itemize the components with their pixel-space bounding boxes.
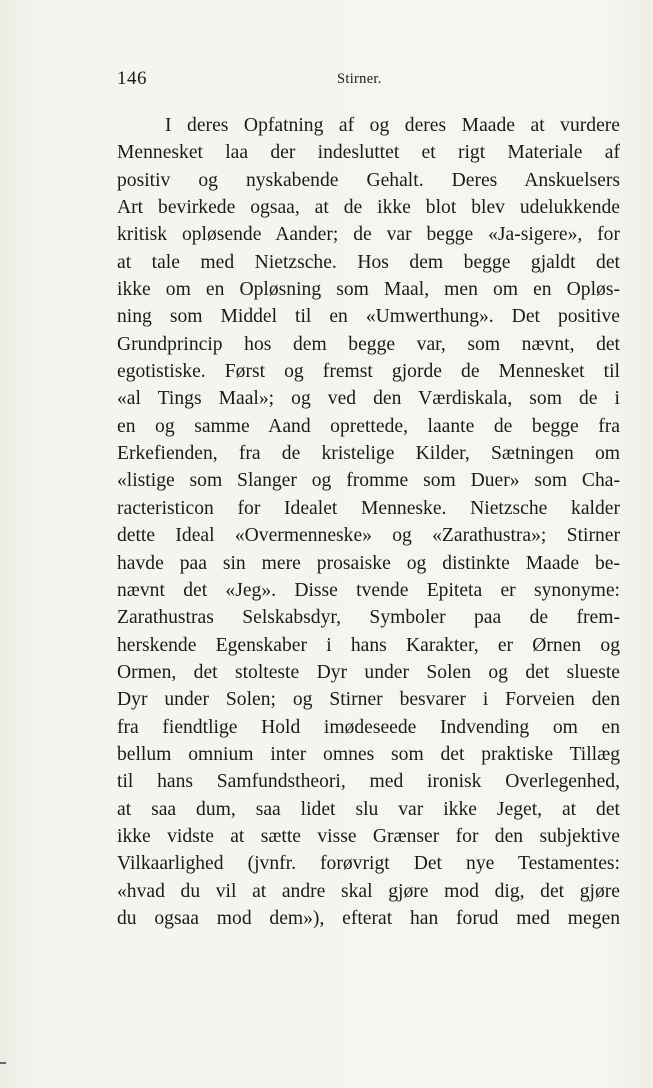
text-line: nævnt det «Jeg». Disse tvende Epiteta er synonyme: [117, 579, 620, 601]
text-line: Zarathustras Selskabsdyr, Symboler paa de frem- [117, 607, 620, 629]
text-line: Dyr under Solen; og Stirner besvarer i Forveien den [117, 689, 620, 711]
text-line: ikke vidste at sætte visse Grænser for den subjektive [117, 825, 620, 847]
text-line: Ormen, det stolteste Dyr under Solen og det slueste [117, 661, 620, 683]
text-line: ning som Middel til en «Umwerthung». Det positive [117, 306, 620, 328]
text-line: til hans Samfundstheori, med ironisk Overlegenhed, [117, 771, 620, 793]
text-line: Vilkaarlighed (jvnfr. forøvrigt Det nye Testamentes: [117, 853, 620, 875]
text-line: fra fiendtlige Hold imødeseede Indvending om en [117, 716, 620, 738]
body-paragraph [117, 112, 620, 932]
text-line: «listige som Slanger og fromme som Duer» som Cha- [117, 470, 620, 492]
text-line: at tale med Nietzsche. Hos dem begge gjaldt det [117, 251, 620, 273]
text-line: Erkefienden, fra de kristelige Kilder, Sætningen om [117, 443, 620, 465]
text-line: havde paa sin mere prosaiske og distinkte Maade be- [117, 552, 620, 574]
text-line: Grundprincip hos dem begge var, som nævnt, det [117, 333, 620, 355]
text-line: positiv og nyskabende Gehalt. Deres Anskuelsers [117, 169, 620, 191]
text-line: kritisk opløsende Aander; de var begge «Ja-sigere», for [117, 224, 620, 246]
text-line: du ogsaa mod dem»), efterat han forud med megen [117, 907, 620, 929]
running-head: Stirner. [337, 71, 382, 87]
text-line: en og samme Aand oprettede, laante de begge fra [117, 415, 620, 437]
text-line: racteristicon for Idealet Menneske. Nietzsche kalder [117, 497, 620, 519]
text-line: «hvad du vil at andre skal gjøre mod dig, det gjøre [117, 880, 620, 902]
text-line: bellum omnium inter omnes som det praktiske Tillæg [117, 743, 620, 765]
text-line: at saa dum, saa lidet slu var ikke Jeget, at det [117, 798, 620, 820]
text-line: dette Ideal «Overmenneske» og «Zarathustra»; Stirner [117, 525, 620, 547]
text-line: herskende Egenskaber i hans Karakter, er Ørnen og [117, 634, 620, 656]
text-line: Mennesket laa der indesluttet et rigt Materiale af [117, 142, 620, 164]
page-header [117, 68, 620, 98]
text-line: egotistiske. Først og fremst gjorde de Mennesket til [117, 361, 620, 383]
text-line: Art bevirkede ogsaa, at de ikke blot blev udelukkende [117, 197, 620, 219]
page-number: 146 [117, 68, 147, 89]
scan-edge-mark [0, 1062, 6, 1064]
text-line: I deres Opfatning af og deres Maade at vurdere [165, 115, 620, 136]
text-line: ikke om en Opløsning som Maal, men om en Opløs- [117, 279, 620, 301]
text-line: «al Tings Maal»; og ved den Værdiskala, som de i [117, 388, 620, 410]
